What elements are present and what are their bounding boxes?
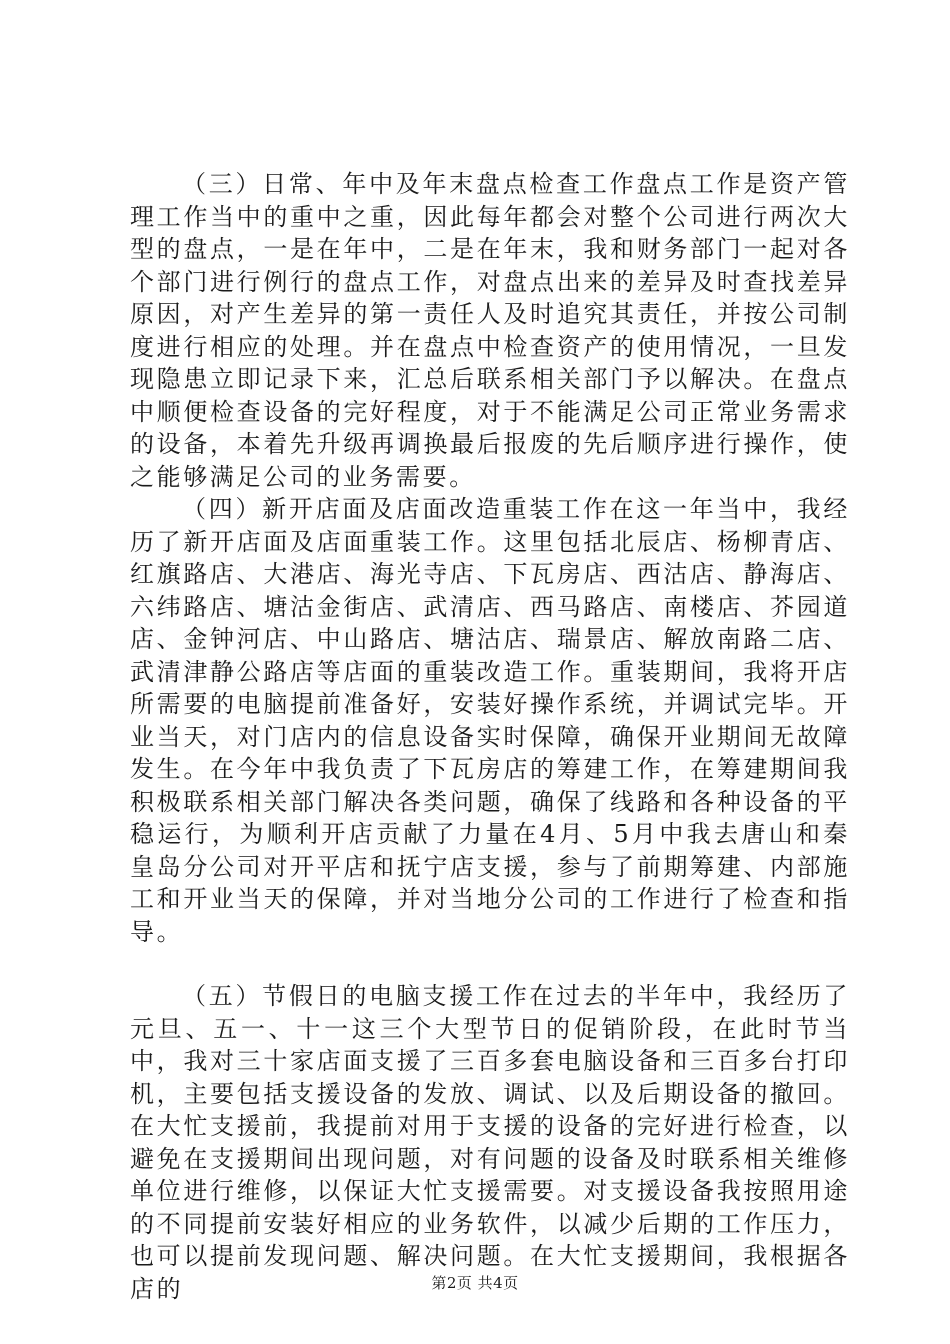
paragraph-5-holiday-support: （五）节假日的电脑支援工作在过去的半年中，我经历了元旦、五一、十一这三个大型节日的促销阶段，在此时节当中，我对三十家店面支援了三百多套电脑设备和三百多台打印机，主要包括支援设备的发放、调试、以及后期设备的撤回。在大忙支援前，我提前对用于支援的设备的完好进行检查，以避免在支援期间出现问题，对有问题的设备及时联系相关维修单位进行维修，以保证大忙支援需要。对支援设备我按照用途的不同提前安装好相应的业务软件，以减少后期的工作压力，也可以提前发现问题、解决问题。在大忙支援期间，我根据各店的 <box>130 982 850 1303</box>
page-number: 第2页 <box>431 1274 473 1292</box>
paragraph-4-store-renovation: （四）新开店面及店面改造重装工作在这一年当中，我经历了新开店面及店面重装工作。这里包括北辰店、杨柳青店、红旗路店、大港店、海光寺店、下瓦房店、西沽店、静海店、六纬路店、塘沽金街店、武清店、西马路店、南楼店、芥园道店、金钟河店、中山路店、塘沽店、瑞景店、解放南路二店、武清津静公路店等店面的重装改造工作。重装期间，我将开店所需要的电脑提前准备好，安装好操作系统，并调试完毕。开业当天，对门店内的信息设备实时保障，确保开业期间无故障发生。在今年中我负责了下瓦房店的筹建工作，在筹建期间我积极联系相关部门解决各类问题，确保了线路和各种设备的平稳运行，为顺利开店贡献了力量在4月、5月中我去唐山和秦皇岛分公司对开平店和抚宁店支援，参与了前期筹建、内部施工和开业当天的保障，并对当地分公司的工作进行了检查和指导。 <box>130 495 850 946</box>
page-footer <box>0 1272 950 1293</box>
page-total: 共4页 <box>477 1274 519 1292</box>
paragraph-3-inventory-check: （三）日常、年中及年末盘点检查工作盘点工作是资产管理工作当中的重中之重，因此每年都会对整个公司进行两次大型的盘点，一是在年中，二是在年末，我和财务部门一起对各个部门进行例行的盘点工作，对盘点出来的差异及时查找差异原因，对产生差异的第一责任人及时追究其责任，并按公司制度进行相应的处理。并在盘点中检查资产的使用情况，一旦发现隐患立即记录下来，汇总后联系相关部门予以解决。在盘点中顺便检查设备的完好程度，对于不能满足公司正常业务需求的设备，本着先升级再调换最后报废的先后顺序进行操作，使之能够满足公司的业务需要。 <box>130 170 850 491</box>
document-body <box>130 168 850 1305</box>
